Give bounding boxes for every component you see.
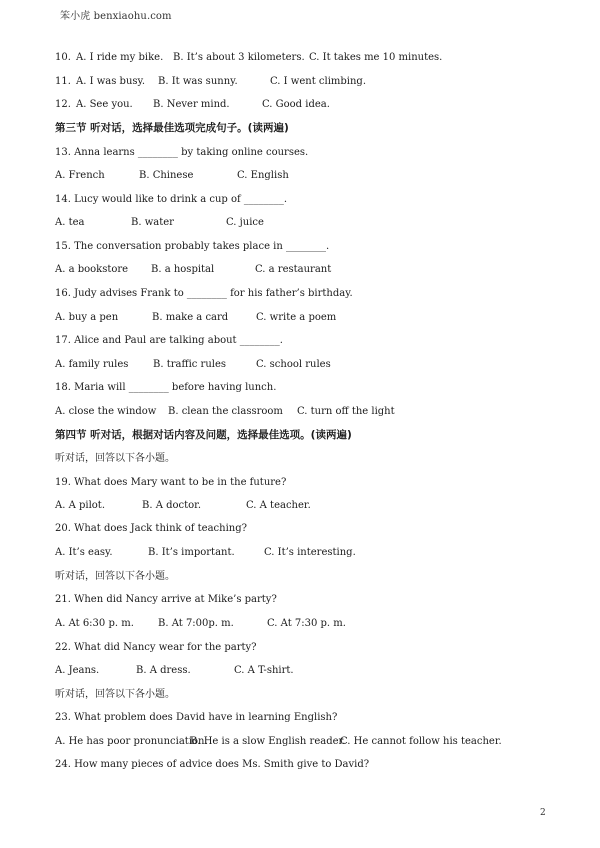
option-b: B. a hospital — [151, 264, 215, 275]
option-a: A. tea — [55, 217, 85, 228]
question-12 — [55, 99, 330, 111]
option-c: C. Good idea. — [262, 99, 330, 110]
option-c: C. At 7:30 p. m. — [267, 618, 346, 629]
option-b: B. It’s important. — [148, 547, 235, 558]
option-a: A. close the window — [55, 406, 157, 417]
question-11 — [55, 76, 366, 88]
question-17: 17. Alice and Paul are talking about ________. — [55, 335, 283, 346]
option-a: A. At 6:30 p. m. — [55, 618, 134, 629]
option-a: A. I ride my bike. — [76, 52, 164, 63]
question-23: 23. What problem does David have in learning English? — [55, 712, 338, 723]
option-c: C. I went climbing. — [270, 76, 366, 87]
listening-instruction: 听对话，回答以下各小题。 — [55, 571, 175, 582]
question-22: 22. What did Nancy wear for the party? — [55, 642, 257, 653]
option-b: B. water — [131, 217, 174, 228]
option-b: B. A doctor. — [142, 500, 202, 511]
option-c: C. It takes me 10 minutes. — [309, 52, 443, 63]
option-c: C. It’s interesting. — [264, 547, 356, 558]
page-number: 2 — [540, 808, 546, 818]
question-21: 21. When did Nancy arrive at Mike’s party? — [55, 594, 277, 605]
option-b: B. make a card — [152, 312, 229, 323]
question-15: 15. The conversation probably takes place in ________. — [55, 241, 330, 252]
option-c: C. write a poem — [256, 312, 337, 323]
option-b: B. Chinese — [139, 170, 194, 181]
option-a: A. See you. — [76, 99, 133, 110]
question-14: 14. Lucy would like to drink a cup of ________. — [55, 194, 288, 205]
question-24: 24. How many pieces of advice does Ms. Smith give to David? — [55, 759, 370, 770]
question-number: 10. — [55, 52, 71, 63]
question-number: 11. — [55, 76, 71, 87]
question-20: 20. What does Jack think of teaching? — [55, 523, 247, 534]
option-a: A. a bookstore — [55, 264, 129, 275]
option-b: B. It’s about 3 kilometers. — [173, 52, 305, 63]
question-13: 13. Anna learns ________ by taking online courses. — [55, 147, 309, 158]
option-a: A. buy a pen — [55, 312, 119, 323]
option-b: B. Never mind. — [153, 99, 230, 110]
option-c: C. He cannot follow his teacher. — [340, 736, 502, 747]
option-c: C. A teacher. — [246, 500, 311, 511]
option-a: A. He has poor pronunciation. — [55, 736, 208, 747]
option-a: A. A pilot. — [55, 500, 105, 511]
option-a: A. family rules — [55, 359, 129, 370]
option-c: C. a restaurant — [255, 264, 332, 275]
option-c: C. A T-shirt. — [234, 665, 294, 676]
option-b: B. He is a slow English reader. — [190, 736, 346, 747]
option-a: A. French — [55, 170, 105, 181]
option-c: C. juice — [226, 217, 264, 228]
question-19: 19. What does Mary want to be in the future? — [55, 477, 287, 488]
option-b: B. At 7:00p. m. — [158, 618, 234, 629]
question-10 — [55, 52, 443, 64]
option-c: C. turn off the light — [297, 406, 395, 417]
option-b: B. A dress. — [136, 665, 191, 676]
option-b: B. traffic rules — [153, 359, 227, 370]
option-c: C. school rules — [256, 359, 331, 370]
watermark: 笨小虎 benxiaohu.com — [60, 11, 172, 22]
section-4-heading: 第四节 听对话，根据对话内容及问题，选择最佳选项。(读两遍) — [55, 429, 352, 441]
listening-instruction: 听对话，回答以下各小题。 — [55, 689, 175, 700]
option-a: A. I was busy. — [76, 76, 146, 87]
option-b: B. clean the classroom — [168, 406, 283, 417]
option-b: B. It was sunny. — [158, 76, 238, 87]
question-number: 12. — [55, 99, 71, 110]
option-c: C. English — [237, 170, 289, 181]
option-a: A. Jeans. — [55, 665, 100, 676]
question-18: 18. Maria will ________ before having lunch. — [55, 382, 277, 393]
section-3-heading: 第三节 听对话，选择最佳选项完成句子。(读两遍) — [55, 122, 289, 134]
question-16: 16. Judy advises Frank to ________ for his father’s birthday. — [55, 288, 353, 299]
option-a: A. It’s easy. — [55, 547, 113, 558]
listening-instruction: 听对话，回答以下各小题。 — [55, 453, 175, 464]
